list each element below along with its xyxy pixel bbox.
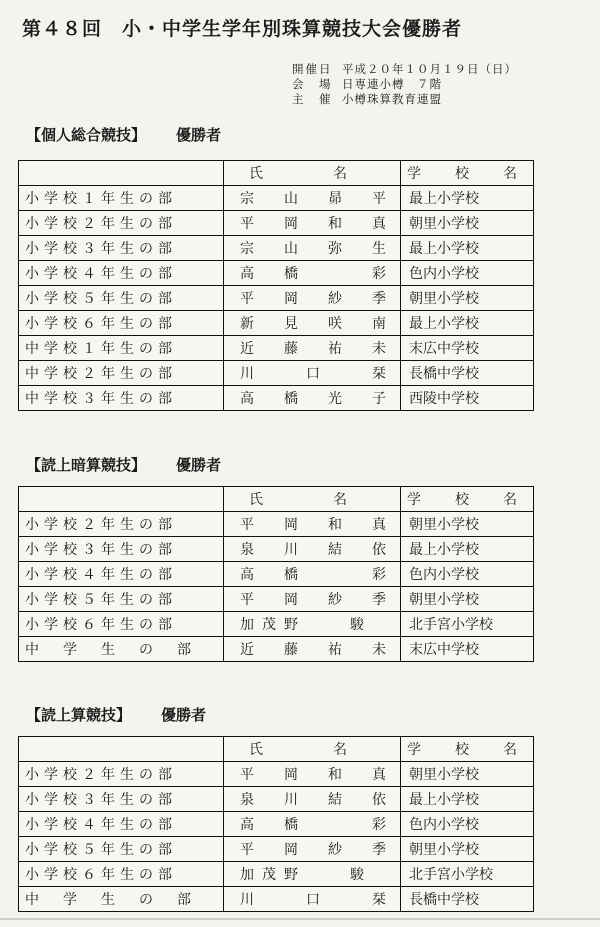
table-row [19,211,534,236]
school-cell: 最上小学校 [401,186,534,211]
name-cell: 平 岡 紗 季 [224,286,401,311]
event-date-value: 平成２０年１０月１９日（日） [342,62,517,76]
table-row [19,236,534,261]
section-heading-reading [26,704,206,725]
school-cell: 朝里小学校 [401,837,534,862]
name-cell: 平 岡 和 真 [224,512,401,537]
name-cell: 川 口 栞 [224,361,401,386]
name-cell: 加茂野 駿 [224,862,401,887]
table-row [19,587,534,612]
name-cell: 平 岡 紗 季 [224,587,401,612]
name-cell: 近 藤 祐 未 [224,637,401,662]
division-cell: 小学校５年生の部 [19,286,224,311]
name-cell: 平 岡 和 真 [224,762,401,787]
winners-table-reading [18,736,534,912]
table-header-row [19,737,534,762]
header-division [19,161,224,186]
division-cell: 小学校４年生の部 [19,562,224,587]
table-row [19,361,534,386]
table-row [19,537,534,562]
school-cell: 末広中学校 [401,336,534,361]
event-date-row [292,62,517,77]
header-school: 学 校 名 [401,161,534,186]
division-cell: 小学校２年生の部 [19,211,224,236]
table-row [19,386,534,411]
event-organizer-row [292,92,517,107]
table-row [19,837,534,862]
name-cell: 宗 山 昴 平 [224,186,401,211]
division-cell: 小学校６年生の部 [19,862,224,887]
division-cell: 小学校３年生の部 [19,236,224,261]
school-cell: 朝里小学校 [401,587,534,612]
header-school: 学 校 名 [401,487,534,512]
table-row [19,286,534,311]
school-cell: 長橋中学校 [401,887,534,912]
section-title: 【読上算競技】 [26,706,132,724]
division-cell: 小学校４年生の部 [19,261,224,286]
table-row [19,637,534,662]
header-division [19,737,224,762]
event-venue-label: 会 場 [292,77,333,91]
name-cell: 平 岡 和 真 [224,211,401,236]
table-row [19,612,534,637]
division-cell: 小学校２年生の部 [19,512,224,537]
section-title: 【個人総合競技】 [26,126,147,144]
event-organizer-value: 小樽珠算教育連盟 [342,92,442,106]
header-division [19,487,224,512]
division-cell: 小学校６年生の部 [19,612,224,637]
winners-table-mental [18,486,534,662]
name-cell: 泉 川 結 依 [224,537,401,562]
school-cell: 最上小学校 [401,537,534,562]
name-cell: 加茂野 駿 [224,612,401,637]
event-venue-value: 日専連小樽 ７階 [342,77,442,91]
name-cell: 高 橋 光 子 [224,386,401,411]
table-row [19,186,534,211]
name-cell: 新 見 咲 南 [224,311,401,336]
header-name: 氏 名 [224,161,401,186]
event-venue-row [292,77,517,92]
division-cell: 小学校５年生の部 [19,587,224,612]
table-row [19,562,534,587]
winners-table-individual [18,160,534,411]
header-school: 学 校 名 [401,737,534,762]
school-cell: 色内小学校 [401,261,534,286]
table-row [19,311,534,336]
table-row [19,261,534,286]
division-cell: 小学校６年生の部 [19,311,224,336]
winners-label: 優勝者 [161,706,207,724]
table-row [19,887,534,912]
division-cell: 小学校５年生の部 [19,837,224,862]
school-cell: 北手宮小学校 [401,612,534,637]
name-cell: 高 橋 彩 [224,562,401,587]
division-cell: 中 学 生 の 部 [19,887,224,912]
section-heading-mental [26,454,221,475]
name-cell: 近 藤 祐 未 [224,336,401,361]
division-cell: 小学校３年生の部 [19,537,224,562]
table-row [19,512,534,537]
event-organizer-label: 主 催 [292,92,333,106]
document-title: 第４８回 小・中学生学年別珠算競技大会優勝者 [22,18,463,40]
division-cell: 中学校２年生の部 [19,361,224,386]
name-cell: 川 口 栞 [224,887,401,912]
school-cell: 最上小学校 [401,787,534,812]
division-cell: 中学校１年生の部 [19,336,224,361]
school-cell: 最上小学校 [401,236,534,261]
event-date-label: 開催日 [292,62,333,76]
section-title: 【読上暗算競技】 [26,456,147,474]
event-info [292,62,517,107]
table-row [19,862,534,887]
school-cell: 西陵中学校 [401,386,534,411]
name-cell: 宗 山 弥 生 [224,236,401,261]
school-cell: 朝里小学校 [401,512,534,537]
school-cell: 色内小学校 [401,812,534,837]
school-cell: 朝里小学校 [401,286,534,311]
division-cell: 小学校４年生の部 [19,812,224,837]
division-cell: 小学校３年生の部 [19,787,224,812]
header-name: 氏 名 [224,737,401,762]
table-row [19,762,534,787]
name-cell: 高 橋 彩 [224,812,401,837]
school-cell: 朝里小学校 [401,211,534,236]
winners-label: 優勝者 [176,126,222,144]
school-cell: 北手宮小学校 [401,862,534,887]
section-heading-individual [26,124,221,145]
table-header-row [19,161,534,186]
school-cell: 色内小学校 [401,562,534,587]
table-row [19,336,534,361]
winners-label: 優勝者 [176,456,222,474]
division-cell: 小学校２年生の部 [19,762,224,787]
division-cell: 小学校１年生の部 [19,186,224,211]
school-cell: 末広中学校 [401,637,534,662]
name-cell: 高 橋 彩 [224,261,401,286]
name-cell: 泉 川 結 依 [224,787,401,812]
division-cell: 中学校３年生の部 [19,386,224,411]
name-cell: 平 岡 紗 季 [224,837,401,862]
table-row [19,812,534,837]
page-bottom-rule [0,918,600,920]
school-cell: 最上小学校 [401,311,534,336]
table-header-row [19,487,534,512]
division-cell: 中 学 生 の 部 [19,637,224,662]
school-cell: 朝里小学校 [401,762,534,787]
header-name: 氏 名 [224,487,401,512]
table-row [19,787,534,812]
school-cell: 長橋中学校 [401,361,534,386]
